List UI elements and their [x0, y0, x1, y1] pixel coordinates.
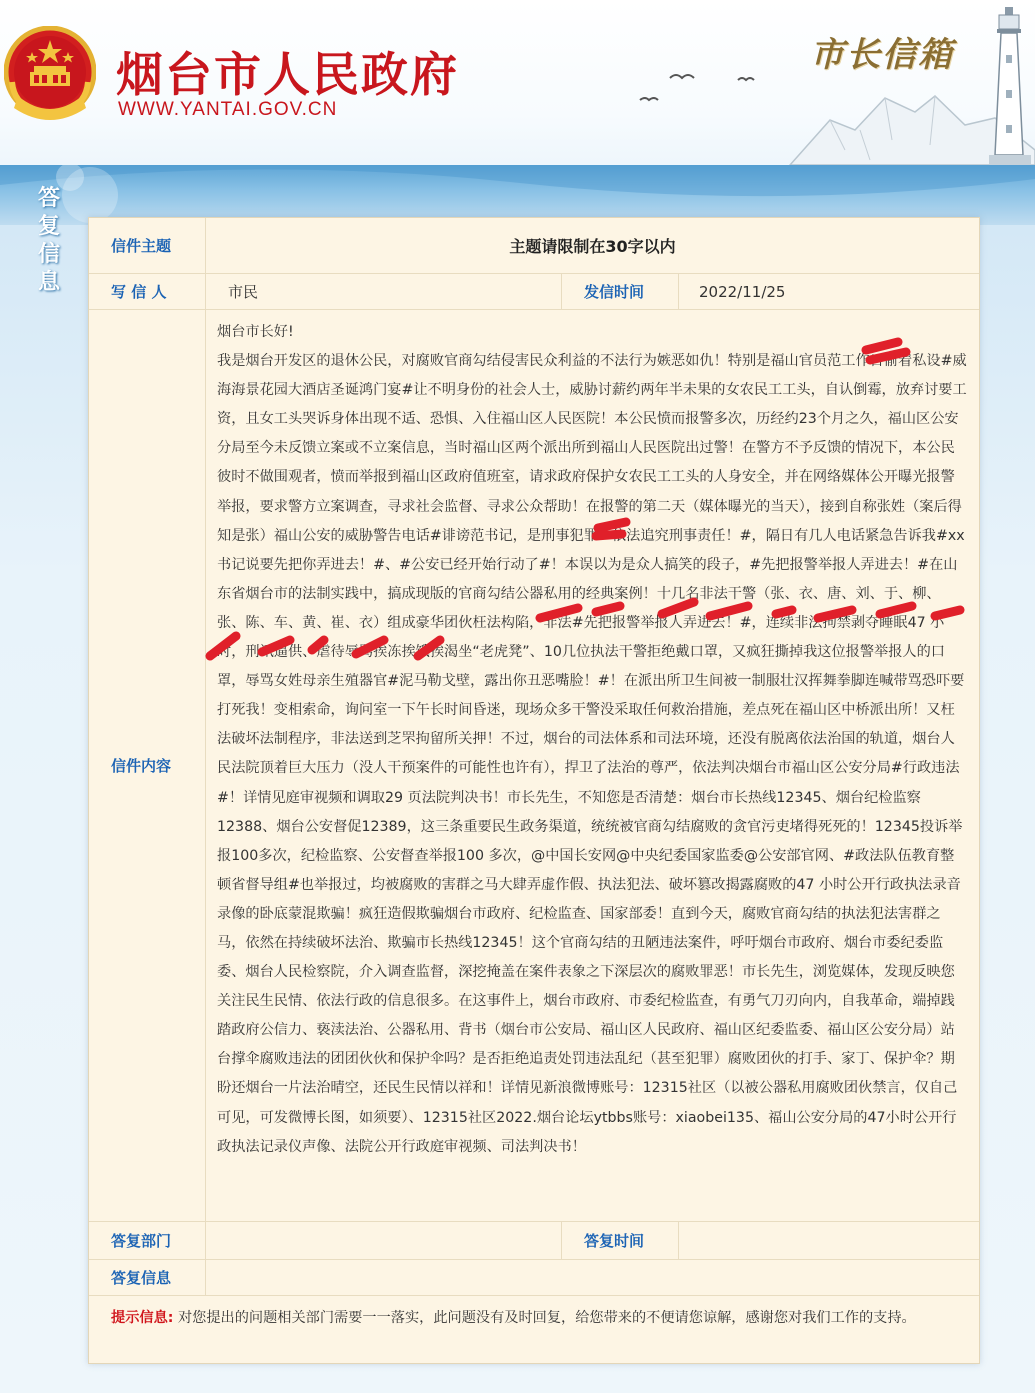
content-label: 信件内容	[89, 310, 206, 1221]
lighthouse-icon	[985, 5, 1033, 165]
seagull-icon	[640, 75, 754, 100]
send-time-value: 2022/11/25	[699, 282, 786, 301]
site-header	[0, 0, 1035, 165]
site-url: WWW.YANTAI.GOV.CN	[118, 99, 338, 120]
band-decoration	[0, 165, 1035, 225]
reply-info-value	[206, 1260, 979, 1295]
send-time-label: 发信时间	[562, 274, 679, 309]
reply-time-label: 答复时间	[562, 1222, 679, 1259]
reply-info-row	[89, 1260, 979, 1296]
letter-detail-table	[88, 217, 980, 1364]
writer-value: 市民	[206, 274, 562, 309]
hint-row	[89, 1296, 979, 1364]
writer-label: 写 信 人	[89, 274, 206, 309]
hint-message	[89, 1296, 979, 1364]
reply-info-label: 答复信息	[89, 1260, 206, 1295]
reply-dept-row	[89, 1222, 979, 1260]
header-illustration	[630, 0, 1035, 165]
hint-text: 对您提出的问题相关部门需要一一落实，此问题没有及时回复，给您带来的不便请您谅解，感谢您对我们工作的支持。	[177, 1310, 916, 1326]
content-greeting: 烟台市长好!	[217, 324, 294, 340]
national-emblem-icon	[4, 26, 96, 128]
subject-label: 信件主题	[89, 218, 206, 273]
reply-dept-label: 答复部门	[89, 1222, 206, 1259]
reply-time-value	[679, 1222, 979, 1259]
reply-dept-value	[206, 1222, 562, 1259]
site-title: 烟台市人民政府	[116, 48, 459, 103]
reply-info-side-tag: 答 复 信 息	[37, 186, 60, 295]
hint-label: 提示信息:	[111, 1310, 174, 1326]
content-body: 我是烟台开发区的退休公民，对腐败官商勾结侵害民众利益的不法行为嫉恶如仇！特别是福山官员范工作日偷着私设#威海海景花园大酒店圣诞鸿门宴#让不明身份的社会人士，威胁讨薪约两年半未果的女农民工工头，自认倒霉，放弃讨要工资，且女工头哭诉身体出现不适、恐惧、入住福山区人民医院！本公民愤而报警多次，历经约23个月之久，福山区公安分局至今未反馈立案或不立案信息，当时福山区两个派出所到福山人民医院出过警！在警方不予反馈的情况下，本公民彼时不做围观者，愤而举报到福山区政府值班室，请求政府保护女农民工工头的人身安全，并在网络媒体公开曝光报警举报，要求警方立案调查，寻求社会监督、寻求公众帮助！在报警的第二天（媒体曝光的当天），接到自称张姓（案后得知是张）福山公安的威胁警告电话#诽谤范书记，是刑事犯罪！依法追究刑事责任！#，隔日有几人电话紧急告诉我#xx书记说要先把你弄进去！#、#公安已经开始行动了#！本误以为是众人搞笑的段子，#先把报警举报人弄进去！#在山东省烟台市的法制实践中，搞成现版的官商勾结公器私用的经典案例！十几名非法干警（张、衣、唐、刘、于、柳、张、陈、车、黄、崔、衣）组成豪华团伙枉法构陷，非法#先把报警举报人弄进去！#，连续非法拘禁剥夺睡眠47 小时，刑讯逼供、虐待辱骂挨冻挨饿挨渴坐“老虎凳”、10几位执法干警拒绝戴口罩，又疯狂撕掉我这位报警举报人的口罩，辱骂女姓母亲生殖器官#泥马勒戈壁，露出你丑恶嘴脸！#！在派出所卫生间被一制服壮汉挥舞拳脚连喊带骂恐吓要打死我！变相索命，询问室一下午长时间昏迷，现场众多干警没采取任何救治措施，差点死在福山区中桥派出所！又枉法破坏法制程序，非法送到芝罘拘留所关押！不过，烟台的司法体系和司法环境，还没有脱离依法治国的轨道，烟台人民法院顶着巨大压力（没人干预案件的可能性也许有），捍卫了法治的尊严，依法判决烟台市福山区公安分局#行政违法#！详情见庭审视频和调取29 页法院判决书！市长先生，不知您是否清楚：烟台市长热线12345、烟台纪检监察12388、烟台公安督促12389，这三条重要民生政务渠道，统统被官商勾结腐败的贪官污吏堵得死死的！12345投诉举报100多次，纪检监察、公安督查举报100 多次，@中国长安网@中央纪委国家监委@公安部官网、#政法队伍教育整顿省督导组#也举报过，均被腐败的害群之马大肆弄虚作假、执法犯法、破坏篡改揭露腐败的47 小时公开行政执法录音录像的卧底蒙混欺骗！疯狂造假欺骗烟台市政府、纪检监查、国家部委！直到今天，腐败官商勾结的执法犯法害群之马，依然在持续破坏法治、欺骗市长热线12345！这个官商勾结的丑陋违法案件，呼吁烟台市政府、烟台市委纪委监委、烟台人民检察院，介入调查监督，深挖掩盖在案件表象之下深层次的腐败罪恶！市长先生，浏览媒体，发现反映您关注民生民情、依法行政的信息很多。在这事件上，烟台市政府、市委纪检监查，有勇气刀刃向内，自我革命，端掉践踏政府公信力、亵渎法治、公器私用、背书（烟台市公安局、福山区人民政府、福山区纪委监委、福山区公安分局）站台撑伞腐败违法的团团伙伙和保护伞吗？是否拒绝追责处罚违法乱纪（甚至犯罪）腐败团伙的打手、家丁、保护伞？期盼还烟台一片法治晴空，还民生民情以祥和！详情见新浪微博账号：12315社区（以被公器私用腐败团伙禁言，仅自己可见，可发微博长图，如须要）、12315社区2022.烟台论坛ytbbs账号：xiaobei135、福山公安分局的47小时公开行政执法记录仪声像、法院公开行政庭审视频、司法判决书！	[217, 353, 967, 1155]
mayor-mailbox-title: 市长信箱	[810, 35, 954, 75]
letter-subject: 主题请限制在30字以内	[509, 237, 676, 256]
letter-content	[206, 310, 979, 1221]
content-row	[89, 310, 979, 1222]
writer-row	[89, 274, 979, 310]
subject-row	[89, 218, 979, 274]
